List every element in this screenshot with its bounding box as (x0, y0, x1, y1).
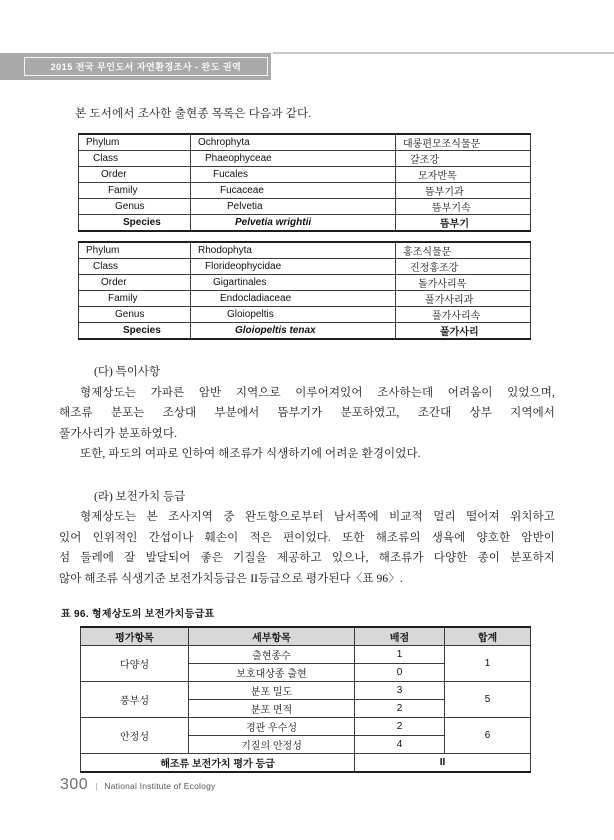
rank-cell: Phylum (79, 242, 191, 259)
grade-result-label: 해조류 보전가치 평가 등급 (81, 754, 355, 773)
score-cell: 2 (355, 718, 445, 736)
rank-cell: Phylum (79, 134, 191, 151)
table-row (79, 183, 531, 199)
score-cell: 2 (355, 700, 445, 718)
intro-paragraph: 본 도서에서 조사한 출현종 목록은 다음과 같다. (75, 108, 312, 120)
paragraph-line: 해조류 분포는 조상대 부분에서 뜸부기가 분포하였고, 조간대 상부 지역에서 (59, 407, 555, 419)
korean-name-cell: 풀가사리과 (396, 291, 531, 307)
latin-name-cell: Gigartinales (191, 275, 396, 291)
rank-cell: Class (79, 151, 191, 167)
paragraph-line: 섬 둘레에 잘 발달되어 좋은 기질을 제공하고 있으나, 해조류가 다양한 종이 분포하지 (59, 552, 555, 564)
table-row (81, 718, 531, 736)
page-footer (60, 776, 215, 794)
score-cell: 1 (355, 646, 445, 664)
latin-name-cell: Pelvetia (191, 199, 396, 215)
item-cell: 경관 우수성 (189, 718, 355, 736)
korean-name-cell: 모자반목 (396, 167, 531, 183)
total-cell: 1 (445, 646, 531, 682)
score-cell: 4 (355, 736, 445, 754)
taxonomy-table-rhodophyta (78, 241, 531, 340)
latin-name-cell: Gloiopeltis (191, 307, 396, 323)
category-cell: 다양성 (81, 646, 189, 682)
item-cell: 출현종수 (189, 646, 355, 664)
grade-result-value: II (355, 754, 531, 773)
latin-name-cell: Pelvetia wrightii (191, 215, 396, 232)
rank-cell: Species (79, 323, 191, 340)
paragraph-line: 형제상도는 가파른 암반 지역으로 이루어져있어 조사하는데 어려움이 있었으며, (80, 386, 555, 399)
latin-name-cell: Gloiopeltis tenax (191, 323, 396, 340)
table-row (81, 646, 531, 664)
rank-cell: Order (79, 167, 191, 183)
paragraph-line: 있어 인위적인 간섭이나 훼손이 적은 편이었다. 또한 해조류의 생육에 양호한 암반이 (59, 531, 555, 544)
item-cell: 기질의 안정성 (189, 736, 355, 754)
score-cell: 3 (355, 682, 445, 700)
table-row (79, 134, 531, 151)
table-caption: 표 96. 형제상도의 보전가치등급표 (61, 609, 215, 620)
korean-name-cell: 뜸부기과 (396, 183, 531, 199)
section-heading-conservation-grade: (라) 보전가치 등급 (94, 490, 186, 503)
table-row (81, 682, 531, 700)
column-header: 합계 (445, 627, 531, 646)
table-row (79, 307, 531, 323)
korean-name-cell: 갈조강 (396, 151, 531, 167)
column-header: 평가항목 (81, 627, 189, 646)
table-row (79, 242, 531, 259)
page-content (59, 0, 555, 773)
total-cell: 5 (445, 682, 531, 718)
korean-name-cell: 풀가사리 (396, 323, 531, 340)
table-row (79, 259, 531, 275)
paragraph-line: 풀가사리가 분포하였다. (59, 427, 178, 440)
table-row (79, 151, 531, 167)
page-number: 300 (60, 776, 89, 793)
rank-cell: Genus (79, 307, 191, 323)
korean-name-cell: 진정홍조강 (396, 259, 531, 275)
table-row (79, 275, 531, 291)
korean-name-cell: 뜸부기 (396, 215, 531, 232)
latin-name-cell: Endocladiaceae (191, 291, 396, 307)
table-header-row (81, 627, 531, 646)
latin-name-cell: Phaeophyceae (191, 151, 396, 167)
table-row (79, 199, 531, 215)
paragraph-line: 또한, 파도의 여파로 인하여 해조류가 식생하기에 어려운 환경이었다. (80, 448, 421, 460)
report-header-title: 2015 전국 무인도서 자연환경조사 - 완도 권역 (50, 62, 242, 72)
korean-name-cell: 뜸부기속 (396, 199, 531, 215)
rank-cell: Genus (79, 199, 191, 215)
column-header: 배점 (355, 627, 445, 646)
item-cell: 분포 밀도 (189, 682, 355, 700)
score-cell: 0 (355, 664, 445, 682)
table-row-species (79, 323, 531, 340)
footer-separator: | (95, 782, 98, 791)
table-row (79, 291, 531, 307)
latin-name-cell: Florideophycidae (191, 259, 396, 275)
paragraph (59, 507, 555, 589)
rank-cell: Order (79, 275, 191, 291)
korean-name-cell: 대롱편모조식물문 (396, 134, 531, 151)
korean-name-cell: 홍조식물문 (396, 242, 531, 259)
rank-cell: Species (79, 215, 191, 232)
korean-name-cell: 풀가사리속 (396, 307, 531, 323)
paragraph-line: 않아 해조류 식생기준 보전가치등급은 II등급으로 평가된다〈표 96〉. (59, 572, 403, 585)
latin-name-cell: Ochrophyta (191, 134, 396, 151)
total-cell: 6 (445, 718, 531, 754)
table-footer-row (81, 754, 531, 773)
section-heading-special-notes: (다) 특이사항 (94, 366, 161, 378)
column-header: 세부항목 (189, 627, 355, 646)
rank-cell: Family (79, 291, 191, 307)
latin-name-cell: Rhodophyta (191, 242, 396, 259)
rank-cell: Family (79, 183, 191, 199)
paragraph (59, 444, 555, 465)
category-cell: 안정성 (81, 718, 189, 754)
paragraph-line: 형제상도는 본 조사지역 중 완도항으로부터 남서쪽에 비교적 멀리 떨어져 위치하고 (80, 511, 555, 523)
taxonomy-table-ochrophyta (78, 133, 531, 232)
item-cell: 보호대상종 출현 (189, 664, 355, 682)
conservation-grade-table (80, 626, 531, 773)
latin-name-cell: Fucales (191, 167, 396, 183)
category-cell: 풍부성 (81, 682, 189, 718)
latin-name-cell: Fucaceae (191, 183, 396, 199)
rank-cell: Class (79, 259, 191, 275)
table-row (79, 167, 531, 183)
paragraph (59, 383, 555, 445)
table-row-species (79, 215, 531, 232)
institute-name: National Institute of Ecology (104, 781, 216, 791)
item-cell: 분포 면적 (189, 700, 355, 718)
korean-name-cell: 돌가사리목 (396, 275, 531, 291)
